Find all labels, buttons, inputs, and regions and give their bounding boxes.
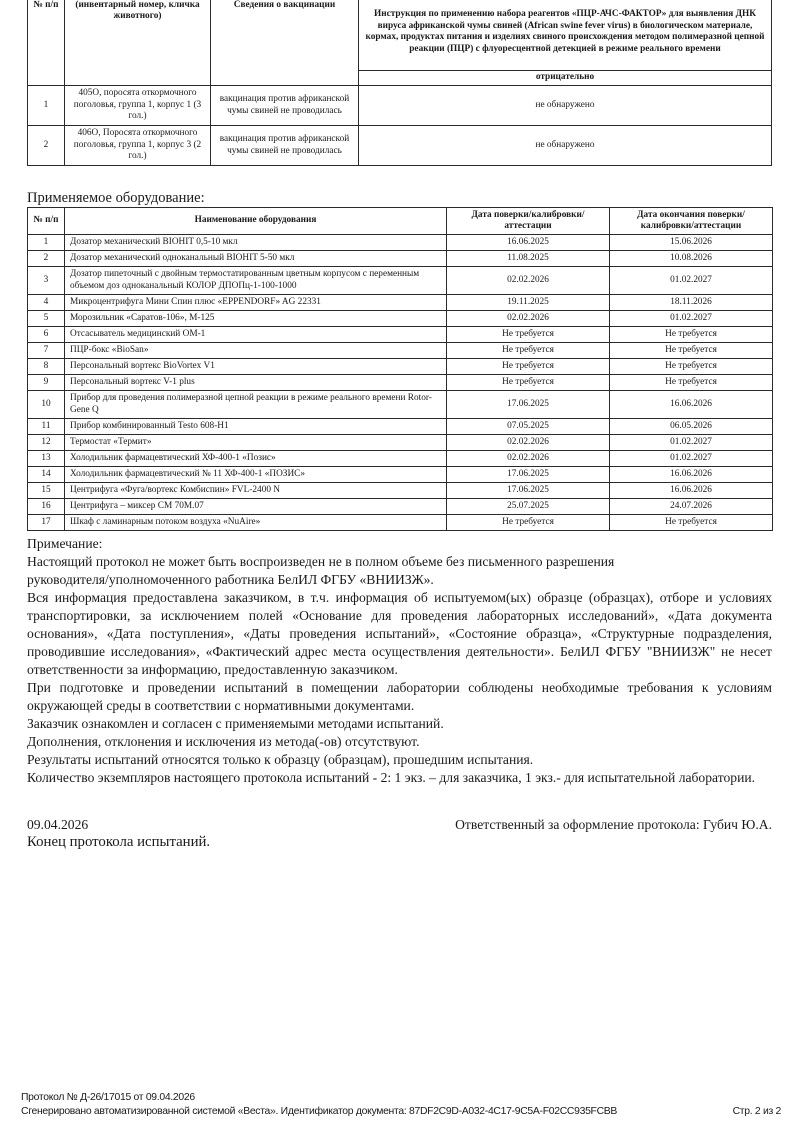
cell-name: Холодильник фармацевтический ХФ-400-1 «Позис»	[65, 451, 447, 467]
cell-sample: 406О, Поросята откормочного поголовья, группа 1, корпус 3 (2 гол.)	[65, 126, 211, 166]
footer-generated: Сгенерировано автоматизированной системой «Веста». Идентификатор документа: 87DF2C9D-A032-4C17-9C5A-F02CC935FCBB	[21, 1106, 618, 1117]
note-results-scope: Результаты испытаний относятся только к образцу (образцам), прошедшим испытания.	[27, 752, 534, 767]
cell-name: Морозильник «Саратов-106», М-125	[65, 311, 447, 327]
cell-num: 14	[28, 467, 65, 483]
header-method: Инструкция по применению набора реагентов «ПЦР-АЧС-ФАКТОР» для выявления ДНК вируса африканской чумы свиней (African swine fever virus) в биологическом материале, кормах, продуктах питания и изделиях свиного происхождения методом полимеразной цепной реакции (ПЦР) с флуоресцентной детекцией в режиме реального времени	[359, 0, 772, 71]
header-vaccination: Сведения о вакцинации	[211, 0, 359, 86]
cell-name: Центрифуга – миксер СМ 70М.07	[65, 499, 447, 515]
cell-date-end: 16.06.2026	[610, 467, 773, 483]
cell-date-end: 16.06.2026	[610, 483, 773, 499]
cell-result: не обнаружено	[359, 126, 772, 166]
cell-date-check: 19.11.2025	[447, 295, 610, 311]
cell-date-end: 06.05.2026	[610, 419, 773, 435]
cell-num: 7	[28, 343, 65, 359]
cell-date-check: 25.07.2025	[447, 499, 610, 515]
cell-num: 2	[28, 126, 65, 166]
table-row	[28, 467, 773, 483]
cell-name: Холодильник фармацевтический № 11 ХФ-400-1 «ПОЗИС»	[65, 467, 447, 483]
cell-date-end: 01.02.2027	[610, 267, 773, 295]
cell-num: 8	[28, 359, 65, 375]
page-footer	[21, 1091, 781, 1119]
table-row	[28, 375, 773, 391]
note-reproduction-1: Настоящий протокол не может быть воспроизведен не в полном объеме без письменного разрешения	[27, 554, 615, 569]
cell-date-check: 02.02.2026	[447, 451, 610, 467]
notes-heading: Примечание:	[27, 536, 103, 551]
signature-row	[27, 817, 772, 833]
cell-num: 1	[28, 86, 65, 126]
cell-date-end: Не требуется	[610, 343, 773, 359]
cell-date-check: 16.06.2025	[447, 235, 610, 251]
cell-name: Персональный вортекс V-1 plus	[65, 375, 447, 391]
cell-name: Термостат «Термит»	[65, 435, 447, 451]
equipment-table	[27, 207, 773, 531]
table-row	[28, 86, 772, 126]
header-num: № п/п	[28, 0, 65, 86]
notes-section	[27, 535, 772, 787]
footer-page-number: Стр. 2 из 2	[732, 1106, 781, 1117]
signature-date: 09.04.2026	[27, 817, 89, 832]
equipment-body	[28, 235, 773, 531]
note-conditions: При подготовке и проведении испытаний в помещении лаборатории соблюдены необходимые требования к условиям окружающей среды в соответствии с нормативными документами.	[27, 680, 772, 713]
table-row	[28, 435, 773, 451]
table-row	[28, 419, 773, 435]
note-copies: Количество экземпляров настоящего протокола испытаний - 2: 1 экз. – для заказчика, 1 экз.- для испытательной лаборатории.	[27, 770, 756, 785]
cell-date-end: Не требуется	[610, 515, 773, 531]
cell-sample: 405О, поросята откормочного поголовья, группа 1, корпус 1 (3 гол.)	[65, 86, 211, 126]
equipment-header-row	[28, 208, 773, 235]
cell-date-end: 16.06.2026	[610, 391, 773, 419]
cell-num: 11	[28, 419, 65, 435]
cell-date-check: 17.06.2025	[447, 483, 610, 499]
header-date-end: Дата окончания поверки/калибровки/аттестации	[610, 208, 773, 235]
cell-date-check: 07.05.2025	[447, 419, 610, 435]
table-row	[28, 327, 773, 343]
note-acquainted: Заказчик ознакомлен и согласен с применяемыми методами испытаний.	[27, 716, 444, 731]
cell-num: 3	[28, 267, 65, 295]
results-header-row	[28, 0, 772, 71]
cell-date-end: 01.02.2027	[610, 451, 773, 467]
cell-date-check: 02.02.2026	[447, 435, 610, 451]
equipment-title: Применяемое оборудование:	[27, 190, 205, 206]
cell-date-end: 01.02.2027	[610, 435, 773, 451]
cell-name: Прибор комбинированный Testo 608-H1	[65, 419, 447, 435]
cell-name: Шкаф с ламинарным потоком воздуха «NuAire»	[65, 515, 447, 531]
table-row	[28, 235, 773, 251]
table-row	[28, 391, 773, 419]
header-norm: отрицательно	[359, 71, 772, 86]
cell-num: 13	[28, 451, 65, 467]
table-row	[28, 515, 773, 531]
cell-date-check: Не требуется	[447, 515, 610, 531]
end-of-protocol: Конец протокола испытаний.	[27, 834, 211, 850]
table-row	[28, 343, 773, 359]
cell-name: Дозатор пипеточный с двойным термостатированным цветным корпусом с переменным объемом доз одноканальный КОЛОР ДПОПц-1-100-1000	[65, 267, 447, 295]
footer-protocol: Протокол № Д-26/17015 от 09.04.2026	[21, 1092, 195, 1103]
cell-name: Прибор для проведения полимеразной цепной реакции в режиме реального времени Rotor-Gene Q	[65, 391, 447, 419]
header-sample: (инвентарный номер, кличка животного)	[65, 0, 211, 86]
cell-date-check: 17.06.2025	[447, 391, 610, 419]
cell-date-check: Не требуется	[447, 375, 610, 391]
cell-date-end: Не требуется	[610, 359, 773, 375]
table-row	[28, 126, 772, 166]
cell-num: 16	[28, 499, 65, 515]
cell-date-check: Не требуется	[447, 343, 610, 359]
cell-name: Дозатор механический одноканальный BIOHIT 5-50 мкл	[65, 251, 447, 267]
table-row	[28, 267, 773, 295]
cell-num: 9	[28, 375, 65, 391]
cell-name: ПЦР-бокс «BioSan»	[65, 343, 447, 359]
header-name: Наименование оборудования	[65, 208, 447, 235]
cell-name: Персональный вортекс BioVortex V1	[65, 359, 447, 375]
header-num: № п/п	[28, 208, 65, 235]
table-row	[28, 295, 773, 311]
cell-date-end: Не требуется	[610, 327, 773, 343]
table-row	[28, 251, 773, 267]
table-row	[28, 359, 773, 375]
cell-date-end: 01.02.2027	[610, 311, 773, 327]
cell-name: Отсасыватель медицинский ОМ-1	[65, 327, 447, 343]
cell-num: 1	[28, 235, 65, 251]
cell-date-end: 10.08.2026	[610, 251, 773, 267]
table-row	[28, 311, 773, 327]
cell-result: не обнаружено	[359, 86, 772, 126]
cell-num: 15	[28, 483, 65, 499]
cell-name: Дозатор механический BIOHIT 0,5-10 мкл	[65, 235, 447, 251]
signature-responsible: Ответственный за оформление протокола: Губич Ю.А.	[455, 817, 772, 832]
cell-num: 2	[28, 251, 65, 267]
note-reproduction-2: руководителя/уполномоченного работника БелИЛ ФГБУ «ВНИИЗЖ».	[27, 572, 434, 587]
cell-date-end: 24.07.2026	[610, 499, 773, 515]
results-table	[27, 0, 772, 166]
cell-num: 10	[28, 391, 65, 419]
cell-date-check: Не требуется	[447, 359, 610, 375]
cell-num: 4	[28, 295, 65, 311]
cell-date-check: 17.06.2025	[447, 467, 610, 483]
cell-date-check: 11.08.2025	[447, 251, 610, 267]
table-row	[28, 483, 773, 499]
cell-date-end: 18.11.2026	[610, 295, 773, 311]
cell-date-check: Не требуется	[447, 327, 610, 343]
cell-num: 12	[28, 435, 65, 451]
table-row	[28, 499, 773, 515]
note-deviations: Дополнения, отклонения и исключения из метода(-ов) отсутствуют.	[27, 734, 420, 749]
cell-num: 5	[28, 311, 65, 327]
cell-vaccination: вакцинация против африканской чумы свиней не проводилась	[211, 86, 359, 126]
cell-num: 6	[28, 327, 65, 343]
cell-name: Центрифуга «Фуга/вортекс Комбиспин» FVL-2400 N	[65, 483, 447, 499]
table-row	[28, 451, 773, 467]
cell-vaccination: вакцинация против африканской чумы свиней не проводилась	[211, 126, 359, 166]
cell-date-end: 15.06.2026	[610, 235, 773, 251]
cell-date-check: 02.02.2026	[447, 311, 610, 327]
cell-date-check: 02.02.2026	[447, 267, 610, 295]
header-date-check: Дата поверки/калибровки/аттестации	[447, 208, 610, 235]
cell-date-end: Не требуется	[610, 375, 773, 391]
cell-name: Микроцентрифуга Мини Спин плюс «EPPENDORF» AG 22331	[65, 295, 447, 311]
cell-num: 17	[28, 515, 65, 531]
note-customer-info: Вся информация предоставлена заказчиком, в т.ч. информация об испытуемом(ых) образце (образцах), отборе и условиях транспортировки, за исключением полей «Основание для проведения лабораторных исследований», «Дата документа основания», «Дата поступления», «Даты проведения испытаний», «Состояние образца», «Структурные подразделения, проводившие исследования», «Фактический адрес места осуществления деятельности». БелИЛ ФГБУ "ВНИИЗЖ" не несет ответственности за информацию, предоставленную заказчиком.	[27, 590, 772, 677]
